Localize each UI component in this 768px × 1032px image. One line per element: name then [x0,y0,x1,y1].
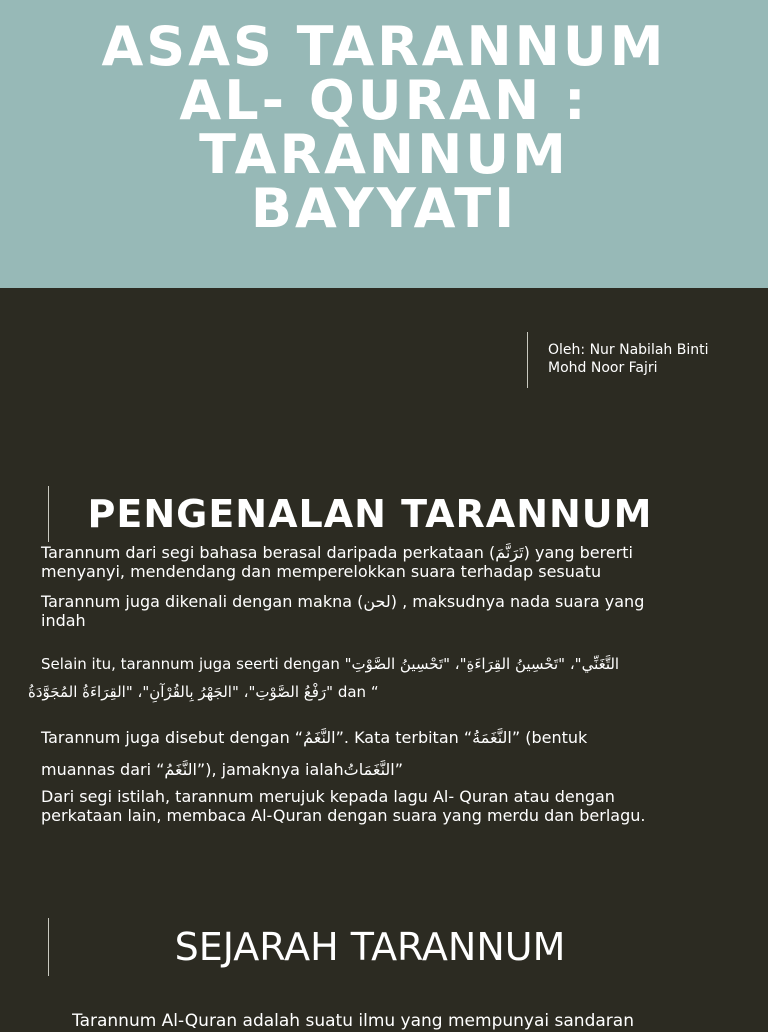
arabic-text: النَّغَمُ [164,760,197,779]
text: Tarannum juga dikenali dengan makna ( [41,592,364,611]
arabic-text: النَّغَمَةُ [472,728,512,747]
paragraph-istilah [41,787,741,825]
text: menyanyi, mendendang dan memperelokkan suara terhadap sesuatu [41,562,602,581]
title-line-4: BAYYATI [250,177,518,240]
author-divider [527,332,528,388]
text: Tarannum dari segi bahasa berasal daripada perkataan ( [41,543,496,562]
title-line-1: ASAS TARANNUM [101,15,667,78]
text: Tarannum juga disebut dengan “ [41,728,304,747]
page-title [0,15,768,240]
text: ”. Kata terbitan “ [335,728,473,747]
text: ” [394,760,404,779]
text: ) , maksudnya nada suara yang [390,592,645,611]
paragraph-nagham [41,722,741,786]
text: ”), jamaknya ialah [196,760,344,779]
arabic-text: لحن [363,592,391,611]
paragraph-makna [41,592,741,630]
arabic-text: النَّغَمُ [303,728,336,747]
author-line-1: Oleh: Nur Nabilah Binti [548,342,709,358]
section-heading-pengenalan: PENGENALAN TARANNUM [87,492,653,536]
paragraph-seerti [28,650,728,706]
arabic-text: التَّغَنِّي"، "تَحْسِينُ القِرَاءَةِ"، "تَحْسِينُ الصَّوْتِ [351,655,620,673]
text: Selain itu, tarannum juga seerti dengan " [41,655,352,673]
text: ” (bentuk [511,728,588,747]
paragraph-bahasa [41,543,741,581]
text: " dan “ [326,683,379,701]
paragraph-sejarah: Tarannum Al-Quran adalah suatu ilmu yang mempunyai sandaran [72,1011,634,1031]
arabic-text: رَفْعُ الصَّوْتِ"، "الجَهْرُ بِالقُرْآنِ"، "القِرَاءَةُ المُجَوَّدَةُ [28,683,327,701]
text: indah [41,611,86,630]
title-line-2: AL- QURAN : [179,69,589,132]
title-line-3: TARANNUM [199,123,569,186]
author-line-2: Mohd Noor Fajri [548,360,658,376]
author-block [548,341,748,377]
arabic-text: النَّغَمَاتُ [343,760,395,779]
arabic-text: تَرَنَّمَ [495,543,524,562]
text: perkataan lain, membaca Al-Quran dengan suara yang merdu dan berlagu. [41,806,646,825]
text: ) yang bererti [523,543,633,562]
text: muannas dari “ [41,760,165,779]
section-heading-sejarah: SEJARAH TARANNUM [174,925,566,969]
text: Dari segi istilah, tarannum merujuk kepada lagu Al- Quran atau dengan [41,787,615,806]
